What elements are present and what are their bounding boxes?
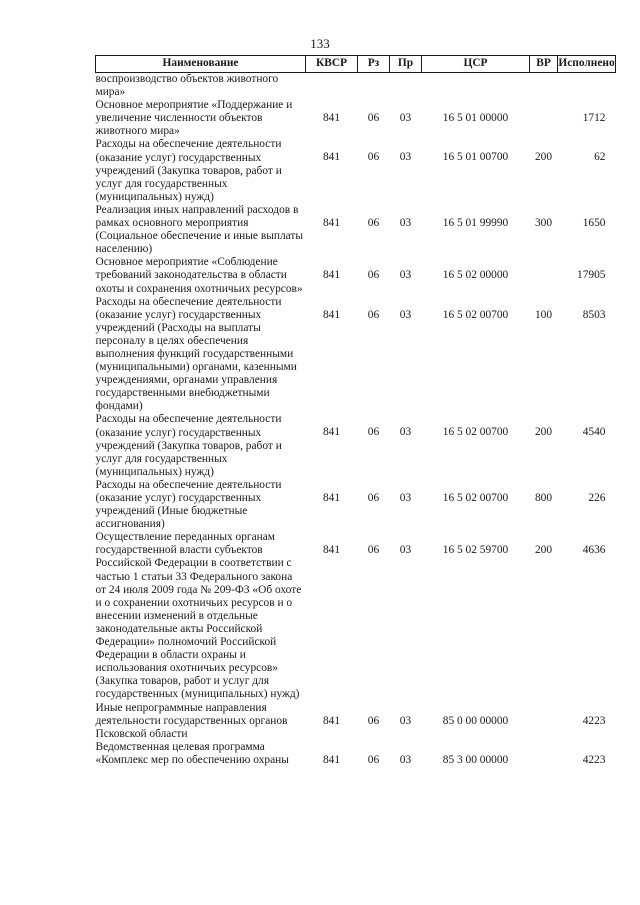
row-done: 8503 [582,308,606,321]
table-row [96,531,616,701]
row-done [558,73,616,100]
row-done: 226 [588,491,606,504]
row-rz: 06 [367,269,380,282]
row-kvsr: 841 [322,112,341,125]
row-csr: 16 5 02 00000 [442,269,509,282]
row-pr [390,73,422,100]
row-pr: 03 [399,151,412,164]
row-done: 62 [594,151,606,164]
row-pr: 03 [399,216,412,229]
row-rz: 06 [367,714,380,727]
row-pr: 03 [399,308,412,321]
table-row [96,479,616,531]
row-kvsr: 841 [322,151,341,164]
row-rz: 06 [367,753,380,766]
column-header-vr: ВР [530,56,558,73]
column-header-rz: Рз [358,56,390,73]
row-done: 4636 [582,544,606,557]
table-row [96,99,616,138]
row-name: Расходы на обеспечение деятельности (оказание услуг) государственных учреждений (Расходы на выплаты персоналу в целях обеспечения выполнения функций государственными (муниципальными) органами, казенными учреждениями, органами управления государственными внебюджетными фондами) [95,295,297,413]
row-pr: 03 [399,269,412,282]
table-row [96,256,616,295]
row-vr [530,73,558,100]
row-rz: 06 [367,216,380,229]
row-vr [530,741,558,767]
row-name: Расходы на обеспечение деятельности (оказание услуг) государственных учреждений (Закупка товаров, работ и услуг для государственных (муниципальных) нужд) [95,413,282,478]
row-rz: 06 [367,491,380,504]
row-kvsr: 841 [322,216,341,229]
row-vr: 200 [534,426,553,439]
row-kvsr: 841 [322,426,341,439]
row-csr: 16 5 01 00700 [442,151,509,164]
row-name: Реализация иных направлений расходов в рамках основного мероприятия (Социальное обеспечение и иные выплаты населению) [95,203,304,256]
row-rz: 06 [367,308,380,321]
budget-table [95,55,616,767]
row-rz: 06 [367,112,380,125]
table-row [96,702,616,741]
row-pr: 03 [399,753,412,766]
row-csr: 16 5 02 00700 [442,426,509,439]
row-done: 4540 [582,426,606,439]
table-row [96,741,616,767]
row-name: Расходы на обеспечение деятельности (оказание услуг) государственных учреждений (Закупка товаров, работ и услуг для государственных (муниципальных) нужд) [95,138,282,203]
row-csr: 16 5 01 99990 [442,216,509,229]
row-vr [530,702,558,741]
row-kvsr: 841 [322,308,341,321]
page-number: 133 [310,36,330,51]
row-done: 1650 [582,216,606,229]
row-csr: 16 5 02 00700 [442,308,509,321]
row-csr: 85 0 00 00000 [442,714,509,727]
row-csr: 16 5 02 59700 [442,544,509,557]
row-vr: 100 [534,308,553,321]
table-row [96,204,616,256]
row-done: 17905 [577,269,606,282]
row-vr: 800 [534,491,553,504]
table-row [96,413,616,478]
column-header-name: Наименование [96,56,306,73]
row-name: Осуществление переданных органам государственной власти субъектов Российской Федерации в соответствии с частью 1 статьи 33 Федерального закона от 24 июля 2009 года № 209-ФЗ «Об охоте и о сохранении охотничьих ресурсов и о внесении изменений в отдельные законодательные акты Российской Федерации» полномочий Российской Федерации в области охраны и использования охотничьих ресурсов» (Закупка товаров, работ и услуг для государственных (муниципальных) нужд) [95,531,302,701]
row-vr [530,256,558,295]
row-kvsr: 841 [322,544,341,557]
row-done: 4223 [582,753,606,766]
row-pr: 03 [399,491,412,504]
row-vr: 200 [534,544,553,557]
row-kvsr: 841 [322,753,341,766]
column-header-done: Исполнено [558,56,616,73]
row-rz: 06 [367,426,380,439]
row-rz: 06 [367,151,380,164]
column-header-kvsr: КВСР [306,56,358,73]
row-vr [530,99,558,138]
row-kvsr [306,73,358,100]
column-header-pr: Пр [390,56,422,73]
row-vr: 200 [534,151,553,164]
row-kvsr: 841 [322,714,341,727]
row-name: Основное мероприятие «Поддержание и увеличение численности объектов животного мира» [95,99,293,138]
row-name: Основное мероприятие «Соблюдение требований законодательства в области охоты и сохранения охотничьих ресурсов» [95,256,303,295]
row-kvsr: 841 [322,491,341,504]
row-pr: 03 [399,714,412,727]
row-csr: 85 3 00 00000 [442,753,509,766]
row-csr: 16 5 01 00000 [442,112,509,125]
table-header [96,56,616,73]
row-name: Иные непрограммные направления деятельности государственных органов Псковской области [95,701,288,740]
row-name: воспроизводство объектов животного мира» [95,73,279,99]
table-body [96,73,616,767]
row-csr [422,73,530,100]
row-kvsr: 841 [322,269,341,282]
row-vr: 300 [534,216,553,229]
row-rz [358,73,390,100]
row-done: 1712 [582,112,606,125]
table-row [96,296,616,414]
row-rz: 06 [367,544,380,557]
row-pr: 03 [399,112,412,125]
column-header-csr: ЦСР [422,56,530,73]
row-name: Расходы на обеспечение деятельности (оказание услуг) государственных учреждений (Иные бюджетные ассигнования) [95,478,282,531]
row-done: 4223 [582,714,606,727]
table-row [96,138,616,203]
row-csr: 16 5 02 00700 [442,491,509,504]
row-pr: 03 [399,544,412,557]
table-row [96,73,616,100]
row-name: Ведомственная целевая программа «Комплекс мер по обеспечению охраны [95,740,289,766]
row-pr: 03 [399,426,412,439]
